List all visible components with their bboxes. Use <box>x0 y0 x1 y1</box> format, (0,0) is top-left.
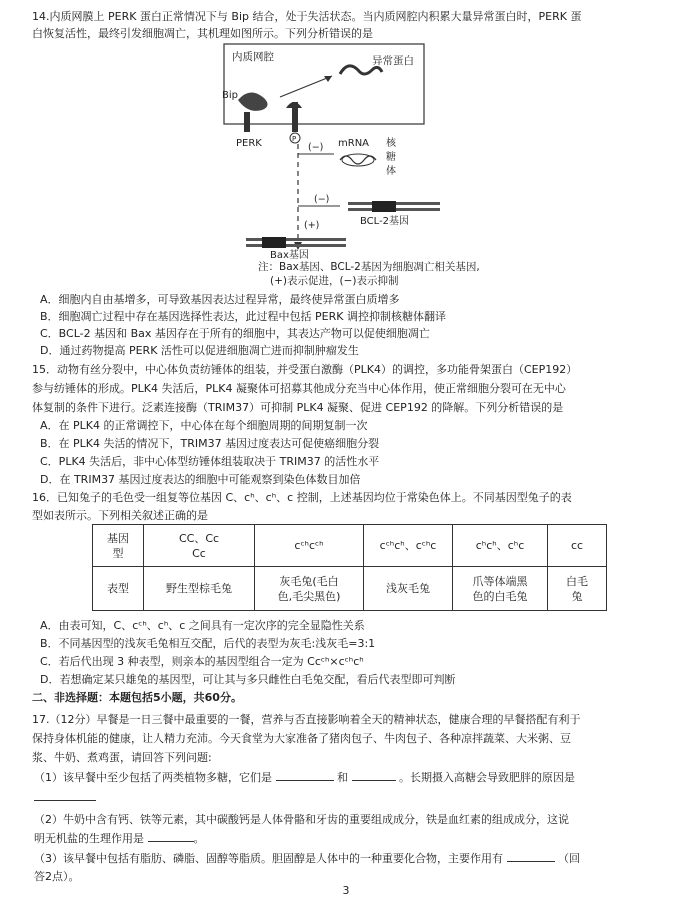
q17-sub1-answer-line <box>34 789 664 806</box>
q17-blank-5[interactable] <box>507 861 555 862</box>
q17-sub1: （1）该早餐中至少包括了两类植物多糖，它们是 和 。长期摄入高糖会导致肥胖的原因是 <box>34 771 575 784</box>
q14-stem-line2: 白恢复活性，最终引发细胞凋亡，其机理如图所示。下列分析错误的是 <box>32 27 373 40</box>
inhibit-label-2: (−) <box>314 194 330 205</box>
abnormal-protein-label: 异常蛋白 <box>372 55 414 67</box>
mrna-ribosome-shape <box>340 156 376 164</box>
q17-stem-line1: 17.（12分）早餐是一日三餐中最重要的一餐，营养与否直接影响着全天的精神状态，健康合理的早餐搭配有利于 <box>32 713 581 726</box>
q15-stem-line3: 体复制的条件下进行。泛素连接酶（TRIM37）可抑制 PLK4 凝聚、促进 CEP192 的降解。下列分析错误的是 <box>32 401 564 414</box>
phenotype-row <box>93 567 607 611</box>
q17-blank-1[interactable] <box>276 780 334 781</box>
perk-mechanism-diagram <box>200 42 490 292</box>
perk-label: PERK <box>236 138 262 149</box>
perk-left-shape <box>244 112 250 132</box>
ribosome-label-3: 体 <box>386 166 396 177</box>
q14-stem-line1: 14.内质网膜上 PERK 蛋白正常情况下与 Bip 结合，处于失活状态。当内质网腔内积累大量异常蛋白时，PERK 蛋 <box>32 10 582 23</box>
diagram-note <box>258 260 480 288</box>
q15-option-a[interactable]: A．在 PLK4 的正常调控下，中心体在每个细胞周期的间期复制一次 <box>40 419 368 432</box>
q16-option-b[interactable]: B．不同基因型的浅灰毛兔相互交配，后代的表型为灰毛:浅灰毛=3:1 <box>40 637 376 650</box>
q17-sub2-line2: 明无机盐的生理作用是 。 <box>34 832 205 845</box>
phospho-label: P <box>292 135 297 143</box>
inhibit-label-1: (−) <box>308 142 324 153</box>
q16-option-d[interactable]: D．若想确定某只雄兔的基因型，可让其与多只雌性白毛兔交配，看后代表型即可判断 <box>40 673 456 686</box>
genotype-cell-1: CC、Cc Cc <box>144 525 255 567</box>
bip-label: Bip <box>222 90 238 101</box>
ribosome-label-1: 核 <box>386 138 396 149</box>
q17-blank-3[interactable] <box>34 800 96 801</box>
genotype-phenotype-table <box>92 524 607 611</box>
phenotype-cell-3: 浅灰毛兔 <box>364 567 453 611</box>
q17-sub3-line2: 答2点）。 <box>34 870 80 883</box>
q16-stem-line2: 型如表所示。下列相关叙述正确的是 <box>32 509 208 522</box>
q16-option-c[interactable]: C．若后代出现 3 种表型，则亲本的基因型组合一定为 Ccᶜʰ×cᶜʰcʰ <box>40 655 364 668</box>
q17-sub2-line1: （2）牛奶中含有钙、铁等元素，其中碳酸钙是人体骨骼和牙齿的重要组成成分，铁是血红素的组成成分，这说 <box>34 813 569 826</box>
bax-gene-bar <box>246 238 346 241</box>
page-number: 3 <box>342 884 350 897</box>
q17-sub3-line1: （3）该早餐中包括有脂肪、磷脂、固醇等脂质。胆固醇是人体中的一种重要化合物，主要作用有 （回 <box>34 852 580 865</box>
q15-option-b[interactable]: B．在 PLK4 失活的情况下，TRIM37 基因过度表达可促使癌细胞分裂 <box>40 437 380 450</box>
q16-stem-line1: 16．已知兔子的毛色受一组复等位基因 C、cʰ、cʰ、c 控制，上述基因均位于常染色体上。不同基因型兔子的表 <box>32 491 572 504</box>
mrna-label: mRNA <box>338 138 370 149</box>
q15-option-d[interactable]: D．在 TRIM37 基因过度表达的细胞中可能观察到染色体数目加倍 <box>40 473 361 486</box>
release-arrow <box>280 76 332 97</box>
q14-option-c[interactable]: C．BCL-2 基因和 Bax 基因存在于所有的细胞中，其表达产物可以促使细胞凋亡 <box>40 327 430 340</box>
phenotype-cell-2: 灰毛兔(毛白 色,毛尖黑色) <box>255 567 364 611</box>
q17-blank-4[interactable] <box>148 841 194 842</box>
bcl2-label: BCL-2基因 <box>360 216 410 227</box>
q15-option-c[interactable]: C．PLK4 失活后，非中心体型纺锤体组装取决于 TRIM37 的活性水平 <box>40 455 380 468</box>
diagram-note-line1: 注：Bax基因、BCL-2基因为细胞凋亡相关基因, <box>258 261 480 273</box>
ribosome-label-2: 糖 <box>386 152 396 163</box>
table-header-phenotype: 表型 <box>93 567 144 611</box>
q16-option-a[interactable]: A．由表可知，C、cᶜʰ、cʰ、c 之间具有一定次序的完全显隐性关系 <box>40 619 365 632</box>
promote-label: (+) <box>304 220 320 231</box>
q17-stem-line2: 保持身体机能的健康，让人精力充沛。今天食堂为大家准备了猪肉包子、牛肉包子、各种凉拌蔬菜、大米粥、豆 <box>32 732 571 745</box>
q15-stem-line1: 15．动物有丝分裂中，中心体负责纺锤体的组装，并受蛋白激酶（PLK4）的调控，多功能骨架蛋白（CEP192） <box>32 363 578 376</box>
q17-blank-2[interactable] <box>352 780 396 781</box>
phenotype-cell-4: 爪等体端黑 色的白毛兔 <box>453 567 548 611</box>
er-label: 内质网腔 <box>232 51 274 63</box>
abnormal-protein-shape <box>340 66 382 74</box>
section-two-heading: 二、非选择题：本题包括5小题，共60分。 <box>32 691 242 704</box>
phenotype-cell-5: 白毛 兔 <box>548 567 607 611</box>
genotype-cell-5: cc <box>548 525 607 567</box>
q14-option-b[interactable]: B．细胞凋亡过程中存在基因选择性表达，此过程中包括 PERK 调控抑制核糖体翻译 <box>40 310 446 323</box>
q15-stem-line2: 参与纺锤体的形成。PLK4 失活后，PLK4 凝聚体可招募其他成分充当中心体作用，使正常细胞分裂可在无中心 <box>32 382 566 395</box>
bax-label: Bax基因 <box>270 250 309 261</box>
genotype-cell-2: cᶜʰcᶜʰ <box>255 525 364 567</box>
genotype-cell-4: cʰcʰ、cʰc <box>453 525 548 567</box>
genotype-cell-3: cᶜʰcʰ、cᶜʰc <box>364 525 453 567</box>
genotype-row <box>93 525 607 567</box>
q17-stem-line3: 浆、牛奶、煮鸡蛋，请回答下列问题: <box>32 751 212 764</box>
diagram-note-line2: (+)表示促进，(−)表示抑制 <box>270 275 399 287</box>
q14-option-a[interactable]: A．细胞内自由基增多，可导致基因表达过程异常，最终使异常蛋白质增多 <box>40 293 400 306</box>
q14-option-d[interactable]: D．通过药物提高 PERK 活性可以促进细胞凋亡进而抑制肿瘤发生 <box>40 344 359 357</box>
bip-shape <box>238 92 268 110</box>
table-header-genotype: 基因 型 <box>93 525 144 567</box>
phenotype-cell-1: 野生型棕毛兔 <box>144 567 255 611</box>
